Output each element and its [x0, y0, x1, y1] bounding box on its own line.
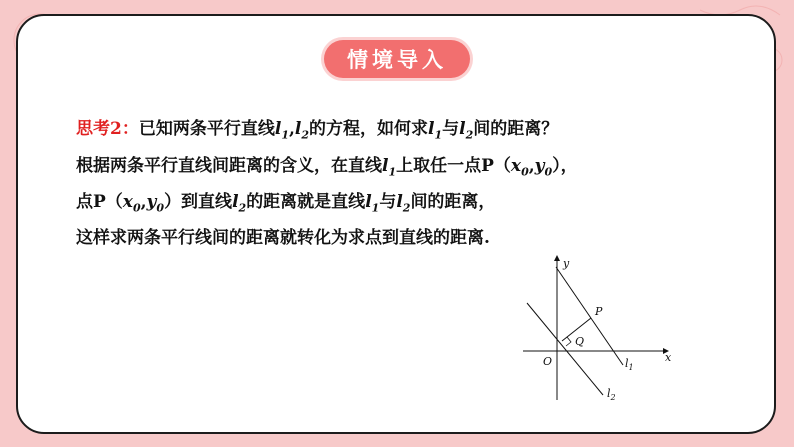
origin-label: O — [543, 355, 553, 368]
line-l2 — [527, 303, 603, 395]
l1-subscript: 1 — [628, 363, 634, 372]
var-l: l — [232, 192, 239, 212]
paragraph-line-1 — [76, 151, 578, 178]
point-p-label: P — [595, 305, 603, 318]
sub: 0 — [156, 201, 165, 215]
l1-letter: l — [625, 357, 629, 370]
text-span: , — [140, 192, 147, 212]
l2-letter: l — [607, 387, 611, 400]
sub: 1 — [388, 165, 397, 179]
sub: 0 — [132, 201, 141, 215]
l2-label — [607, 387, 616, 402]
var-l: l — [382, 156, 389, 176]
question-line — [76, 114, 558, 141]
var-l: l — [365, 192, 372, 212]
x-label: x — [665, 351, 672, 364]
text-span: 的方程，如何求 — [309, 119, 429, 139]
sub: 0 — [544, 165, 553, 179]
sub: 2 — [238, 201, 247, 215]
text-span: 上取任一点P（ — [396, 156, 511, 176]
sub: 2 — [301, 128, 310, 142]
page-title: 情境导入 — [324, 40, 470, 78]
l1-label — [625, 357, 634, 372]
paragraph-line-3 — [76, 223, 490, 248]
text-span: 点P（ — [76, 192, 123, 212]
geometry-diagram — [515, 255, 675, 405]
text-span: ）到直线 — [164, 192, 233, 212]
right-angle-mark — [566, 337, 571, 346]
var-l: l — [428, 119, 435, 139]
sub: 1 — [434, 128, 443, 142]
sub: 1 — [371, 201, 380, 215]
sub: 1 — [281, 128, 289, 142]
var-l: l — [396, 192, 403, 212]
point-q-label: Q — [575, 335, 585, 348]
y-label: y — [563, 257, 570, 270]
paragraph-line-2 — [76, 187, 495, 214]
text-span: 根据两条平行直线间距离的含义，在直线 — [76, 156, 382, 176]
sub: 2 — [465, 128, 474, 142]
sub: 2 — [402, 201, 411, 215]
l2-subscript: 2 — [610, 393, 616, 402]
var-x: x — [122, 192, 133, 212]
text-span: 间的距离， — [410, 192, 496, 212]
var-y: y — [534, 156, 545, 176]
text-span: , — [528, 156, 535, 176]
var-y: y — [146, 192, 157, 212]
text-span: 的距离就是直线 — [246, 192, 366, 212]
text-span: 间的距离？ — [473, 119, 559, 139]
var-l: l — [294, 119, 302, 139]
text-span: 与 — [379, 192, 397, 212]
think-label: 思考2： — [76, 119, 139, 139]
text-span: 这样求两条平行线间的距离就转化为求点到直线的距离. — [76, 228, 490, 248]
text-span: , — [288, 119, 295, 139]
sub: 0 — [521, 165, 529, 179]
var-l: l — [274, 119, 282, 139]
y-axis-arrow — [554, 255, 560, 261]
var-l: l — [459, 119, 466, 139]
text-span: 已知两条平行直线 — [138, 119, 275, 139]
text-span: 与 — [442, 119, 460, 139]
text-span: ）， — [552, 156, 578, 176]
var-x: x — [510, 156, 522, 176]
